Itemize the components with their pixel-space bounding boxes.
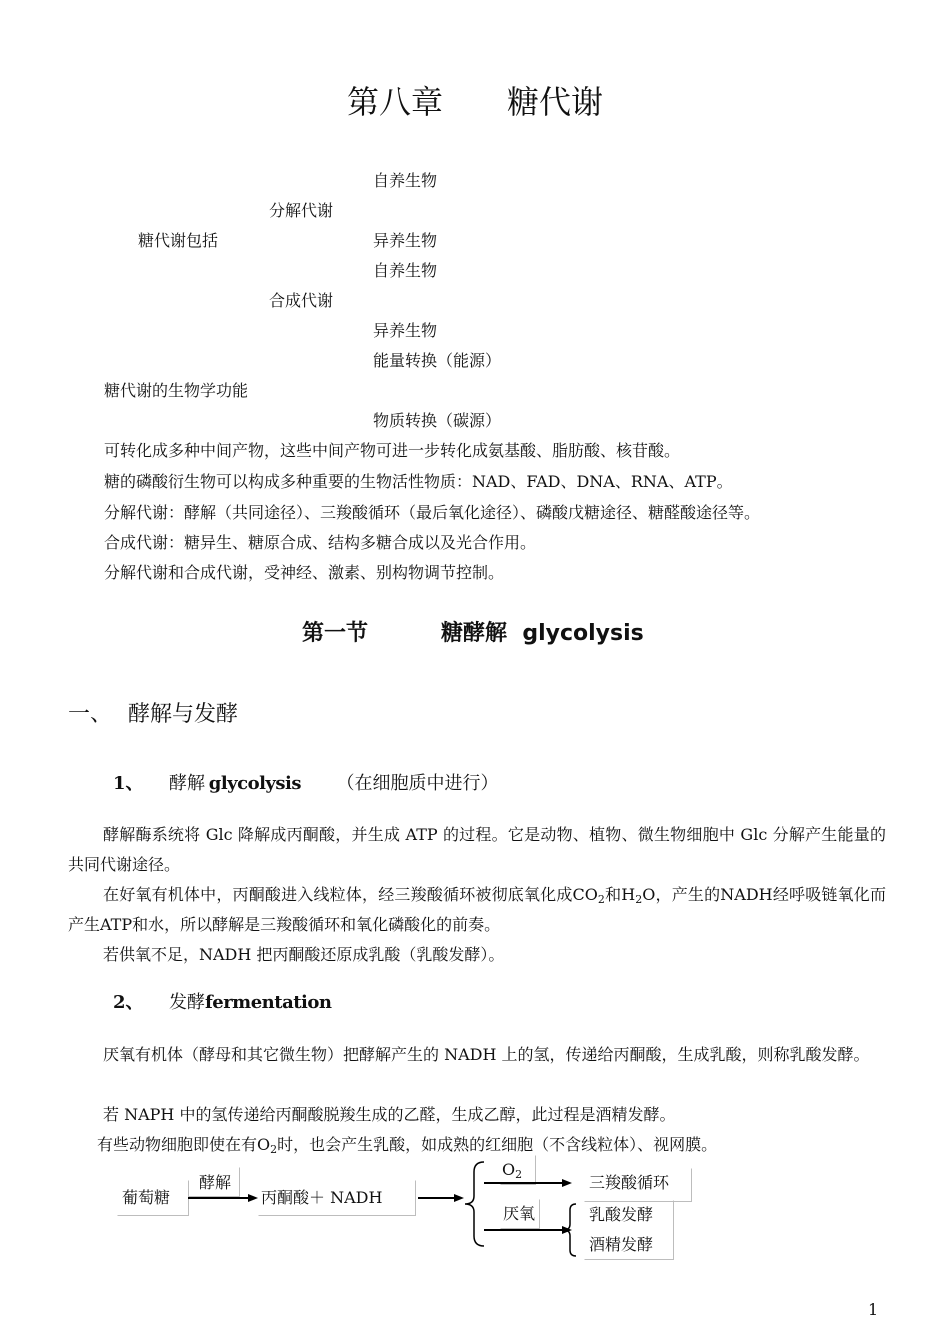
glucose-label: 葡萄糖 [122, 1188, 171, 1207]
alcohol-label: 酒精发酵 [589, 1235, 654, 1254]
subheading-1-number: 1、 [113, 773, 144, 794]
overview-line: 分解代谢和合成代谢，受神经、激素、别构物调节控制。 [104, 563, 505, 582]
overview-autotroph-1: 自养生物 [373, 171, 438, 190]
paragraph: 若 NAPH 中的氢传递给丙酮酸脱羧生成的乙醛，生成乙醇，此过程是酒精发酵。 [103, 1105, 676, 1124]
subheading-1-title-cn: 酵解 [169, 773, 205, 794]
paragraph: 若供氧不足，NADH 把丙酮酸还原成乳酸（乳酸发酵）。 [103, 945, 505, 964]
arrow-line [484, 1182, 562, 1184]
paragraph: 有些动物细胞即使在有$O_2$时，也会产生乳酸，如成熟的红细胞（不含线粒体）、视网膜。 [97, 1135, 718, 1156]
arrow-line [188, 1197, 248, 1199]
overview-line: 可转化成多种中间产物，这些中间产物可进一步转化成氨基酸、脂肪酸、核苷酸。 [104, 441, 681, 460]
overview-line: 合成代谢：糖异生、糖原合成、结构多糖合成以及光合作用。 [104, 533, 537, 552]
overview-material: 物质转换（碳源） [373, 411, 502, 430]
overview-line: 糖的磷酸衍生物可以构成多种重要的生物活性物质：NAD、FAD、DNA、RNA、ATP。 [104, 472, 733, 491]
brace-small [562, 1202, 578, 1258]
glycolysis-label: 酵解 [199, 1173, 232, 1192]
paragraph: 厌氧有机体（酵母和其它微生物）把酵解产生的 NADH 上的氢，传递给丙酮酸，生成乳酸，则称乳酸发酵。 [103, 1045, 870, 1064]
subheading-2 [113, 991, 332, 1015]
part-number: 一、 [68, 702, 113, 727]
overview-heterotroph-1: 异养生物 [373, 231, 438, 250]
arrow-head [562, 1179, 572, 1187]
tca-label: 三羧酸循环 [589, 1173, 670, 1192]
subheading-1-title-en: glycolysis [208, 773, 301, 794]
overview-catabolism: 分解代谢 [269, 201, 334, 220]
section-title-cn: 糖酵解 [441, 621, 508, 646]
section-label: 第一节 [302, 621, 369, 646]
subheading-2-title-cn: 发酵 [169, 992, 205, 1013]
overview-includes: 糖代谢包括 [138, 231, 219, 250]
subheading-2-number: 2、 [113, 992, 144, 1013]
o2-label: $O_2$ [502, 1160, 523, 1181]
overview-line: 分解代谢：酵解（共同途径）、三羧酸循环（最后氧化途径）、磷酸戊糖途径、糖醛酸途径等。 [104, 503, 761, 522]
subheading-2-title-en: fermentation [205, 992, 332, 1013]
overview-autotroph-2: 自养生物 [373, 261, 438, 280]
overview-functions: 糖代谢的生物学功能 [104, 381, 249, 400]
subheading-1 [113, 772, 498, 796]
overview-heterotroph-2: 异养生物 [373, 321, 438, 340]
section-title [441, 620, 644, 648]
subheading-1-note: （在细胞质中进行） [336, 773, 499, 794]
overview-energy: 能量转换（能源） [373, 351, 502, 370]
arrow-head [248, 1194, 258, 1202]
part-title: 酵解与发酵 [128, 702, 239, 727]
overview-anabolism: 合成代谢 [269, 291, 334, 310]
page-number: 1 [868, 1300, 879, 1319]
arrow-line [484, 1229, 562, 1231]
anaerobic-label: 厌氧 [503, 1204, 536, 1223]
paragraph: 酵解酶系统将 Glc 降解成丙酮酸，并生成 ATP 的过程。它是动物、植物、微生物细胞中 Glc 分解产生能量的共同代谢途径。 [68, 825, 886, 874]
section-title-en: glycolysis [522, 621, 644, 646]
page-title: 第八章 糖代谢 [346, 83, 603, 121]
arrow-line [418, 1197, 454, 1199]
pyruvate-label: 丙酮酸＋ NADH [261, 1188, 383, 1207]
brace-large [462, 1160, 486, 1248]
lactic-label: 乳酸发酵 [589, 1205, 654, 1224]
paragraph: 在好氧有机体中，丙酮酸进入线粒体，经三羧酸循环被彻底氧化成$CO_2$和$H_2O$，产生的NADH经呼吸链氧化而产生ATP和水，所以酵解是三羧酸循环和氧化磷酸化的前奏。 [68, 885, 886, 934]
